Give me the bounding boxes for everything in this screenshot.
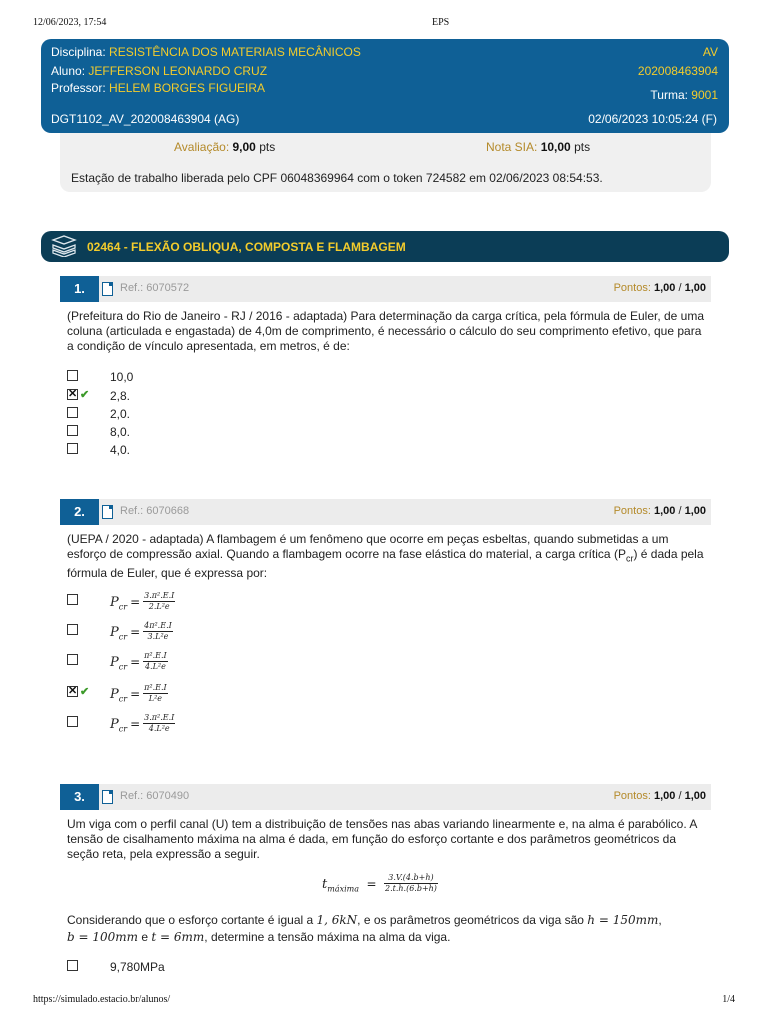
- formula-sub: cr: [118, 632, 128, 642]
- aluno-label: Aluno:: [51, 64, 86, 78]
- option-label: 10,0: [110, 370, 134, 384]
- formula-lhs: t: [322, 876, 328, 892]
- turma-row: [650, 88, 718, 102]
- question-number: 1.: [60, 276, 99, 302]
- math-value: b = 100mm: [67, 930, 139, 944]
- question-1-text: (Prefeitura do Rio de Janeiro - RJ / 2016 - adaptada) Para determinação da carga crítica, pela fórmula de Euler, de uma coluna (articulada e engastada) de 4,0m de comprimento, é necessário o cálculo do seu comprimento efetivo, que para a condição de vínculo apresentada, em metros, é de:: [67, 309, 705, 353]
- option-checkbox[interactable]: [67, 370, 78, 381]
- question-3-header: [60, 784, 711, 810]
- points-max: 1,00: [684, 282, 706, 294]
- formula-denominator: 2.L²e: [148, 602, 170, 611]
- disciplina-label: Disciplina:: [51, 45, 106, 59]
- formula-sub: máxima: [327, 884, 360, 894]
- points-value: 1,00: [653, 282, 676, 294]
- professor-label: Professor:: [51, 81, 106, 95]
- question-text-a: (UEPA / 2020 - adaptada) A flambagem é um fenômeno que ocorre em peças esbeltas, quando submetidas a um esforço de compressão axial. Quando a flambagem ocorre na fase elástica do material, a carga crítica (P: [67, 532, 669, 561]
- question-ref: Ref.: 6070490: [120, 790, 190, 802]
- option-checkbox[interactable]: [67, 960, 78, 971]
- question-points: [614, 790, 706, 802]
- points-max: 1,00: [684, 505, 706, 517]
- question-1-header: [60, 276, 711, 302]
- option-formula: [110, 591, 175, 612]
- formula-numerator: 3.π².E.I: [144, 591, 175, 600]
- formula-denominator: 4.L²e: [144, 662, 166, 671]
- document-icon: [102, 505, 113, 519]
- formula-eq: =: [130, 624, 141, 639]
- formula-sub: cr: [118, 724, 128, 734]
- estacao-info: Estação de trabalho liberada pelo CPF 06048369964 com o token 724582 em 02/06/2023 08:54:53.: [71, 171, 603, 185]
- question-points: [614, 282, 706, 294]
- points-value: 1,00: [653, 790, 676, 802]
- points-label: Pontos:: [613, 505, 651, 517]
- question-number: 3.: [60, 784, 99, 810]
- text-part: , e os parâmetros geométricos da viga são: [357, 913, 588, 927]
- question-2-header: [60, 499, 711, 525]
- check-icon: ✔: [80, 389, 90, 401]
- option-checkbox[interactable]: [67, 624, 78, 635]
- formula-lhs: P: [110, 624, 119, 640]
- option-formula: [110, 621, 173, 642]
- print-title: EPS: [432, 17, 450, 28]
- formula-eq: =: [130, 686, 141, 701]
- question-ref: Ref.: 6070572: [120, 282, 190, 294]
- points-label: Pontos:: [613, 790, 651, 802]
- formula-sub: cr: [118, 694, 128, 704]
- nota-value: 10,00: [540, 140, 571, 154]
- option-checkbox[interactable]: [67, 654, 78, 665]
- data-prova: 02/06/2023 10:05:24 (F): [588, 112, 717, 126]
- question-points: [614, 505, 706, 517]
- formula-denominator: 3.L²e: [147, 632, 169, 641]
- professor-value: HELEM BORGES FIGUEIRA: [109, 81, 266, 95]
- math-value: 1, 6kN: [316, 913, 358, 927]
- formula-sub: cr: [118, 602, 128, 612]
- points-max: 1,00: [684, 790, 706, 802]
- formula-lhs: P: [110, 654, 119, 670]
- points-label: Pontos:: [613, 282, 651, 294]
- formula-numerator: 3.V.(4.b+h): [384, 873, 438, 884]
- nota-unit: pts: [574, 140, 591, 154]
- codigo-prova: DGT1102_AV_202008463904 (AG): [51, 112, 240, 126]
- question-text-b: ) é dada pela fórmula de Euler, que é expressa por:: [67, 547, 704, 581]
- option-checkbox-selected[interactable]: [67, 686, 78, 697]
- formula-eq: =: [130, 716, 141, 731]
- aluno-value: JEFFERSON LEONARDO CRUZ: [88, 64, 268, 78]
- formula-sub: cr: [118, 662, 128, 672]
- formula-denominator: 2.t.h.(6.b+h): [384, 884, 437, 893]
- formula-fraction: [143, 713, 175, 734]
- points-sep: /: [678, 505, 682, 517]
- formula-numerator: 4π².E.I: [144, 621, 172, 630]
- score-panel: [60, 133, 711, 192]
- option-label: 4,0.: [110, 443, 131, 457]
- option-checkbox[interactable]: [67, 716, 78, 727]
- section-header: [41, 231, 729, 262]
- print-url: https://simulado.estacio.br/alunos/: [33, 994, 171, 1005]
- disciplina-value: RESISTÊNCIA DOS MATERIAIS MECÂNICOS: [109, 45, 361, 59]
- formula-numerator: 3.π².E.I: [144, 713, 175, 722]
- formula-eq: =: [130, 654, 141, 669]
- option-formula: [110, 713, 175, 734]
- option-label: 2,8.: [110, 389, 131, 403]
- formula-eq: =: [130, 594, 141, 609]
- question-text-sub: cr: [625, 553, 634, 564]
- option-checkbox[interactable]: [67, 425, 78, 436]
- question-ref: Ref.: 6070668: [120, 505, 190, 517]
- formula-fraction: [143, 591, 175, 612]
- option-checkbox[interactable]: [67, 443, 78, 454]
- formula-fraction: [143, 621, 173, 642]
- shear-formula: [322, 873, 438, 894]
- formula-fraction: [384, 873, 438, 894]
- matricula: 202008463904: [637, 64, 718, 78]
- question-number: 2.: [60, 499, 99, 525]
- document-icon: [102, 790, 113, 804]
- section-title: 02464 - FLEXÃO OBLIQUA, COMPOSTA E FLAMBAGEM: [87, 240, 406, 254]
- points-sep: /: [678, 790, 682, 802]
- print-page: 1/4: [722, 994, 735, 1005]
- math-value: t = 6mm: [151, 930, 205, 944]
- points-value: 1,00: [653, 505, 676, 517]
- formula-eq: =: [366, 876, 377, 891]
- option-checkbox[interactable]: [67, 407, 78, 418]
- turma-value: 9001: [691, 88, 718, 102]
- exam-header: [41, 39, 729, 133]
- option-checkbox[interactable]: [67, 594, 78, 605]
- books-icon: [50, 235, 78, 257]
- question-2-text: [67, 532, 707, 581]
- text-part: Considerando que o esforço cortante é igual a: [67, 913, 317, 927]
- math-value: h = 150mm: [587, 913, 659, 927]
- avaliacao-unit: pts: [259, 140, 276, 154]
- text-part: , determine a tensão máxima na alma da viga.: [204, 930, 451, 944]
- option-label: 2,0.: [110, 407, 131, 421]
- option-checkbox-selected[interactable]: [67, 389, 78, 400]
- formula-fraction: [143, 651, 168, 672]
- option-label: 9,780MPa: [110, 960, 165, 974]
- formula-fraction: [143, 683, 168, 704]
- disciplina-row: [51, 45, 361, 59]
- avaliacao-value: 9,00: [232, 140, 256, 154]
- option-formula: [110, 683, 168, 704]
- question-3-text-2: [67, 912, 707, 946]
- formula-lhs: P: [110, 716, 119, 732]
- formula-numerator: π².E.I: [144, 651, 167, 660]
- points-sep: /: [678, 282, 682, 294]
- question-3-text: Um viga com o perfil canal (U) tem a distribuição de tensões nas abas variando linearmente e, na alma é parabólico. A tensão de cisalhamento máxima na alma é dada, em função do esforço cortante e dos parâmetros geométricos da seção reta, pela expressão a seguir.: [67, 817, 697, 861]
- nota-sia-score: [486, 140, 590, 154]
- avaliacao-score: [174, 140, 275, 154]
- nota-label: Nota SIA:: [486, 140, 538, 154]
- option-label: 8,0.: [110, 425, 131, 439]
- formula-lhs: P: [110, 594, 119, 610]
- formula-lhs: P: [110, 686, 119, 702]
- turma-label: Turma:: [650, 88, 688, 102]
- formula-denominator: L²e: [148, 694, 163, 703]
- document-icon: [102, 282, 113, 296]
- print-datetime: 12/06/2023, 17:54: [33, 17, 107, 28]
- option-formula: [110, 651, 168, 672]
- text-part: e: [138, 930, 152, 944]
- professor-row: [51, 81, 265, 95]
- formula-denominator: 4.L²e: [148, 724, 170, 733]
- formula-numerator: π².E.I: [144, 683, 167, 692]
- check-icon: ✔: [80, 686, 90, 698]
- aluno-row: [51, 64, 267, 78]
- text-part: ,: [658, 913, 662, 927]
- avaliacao-label: Avaliação:: [174, 140, 230, 154]
- tipo-avaliacao: AV: [702, 45, 718, 59]
